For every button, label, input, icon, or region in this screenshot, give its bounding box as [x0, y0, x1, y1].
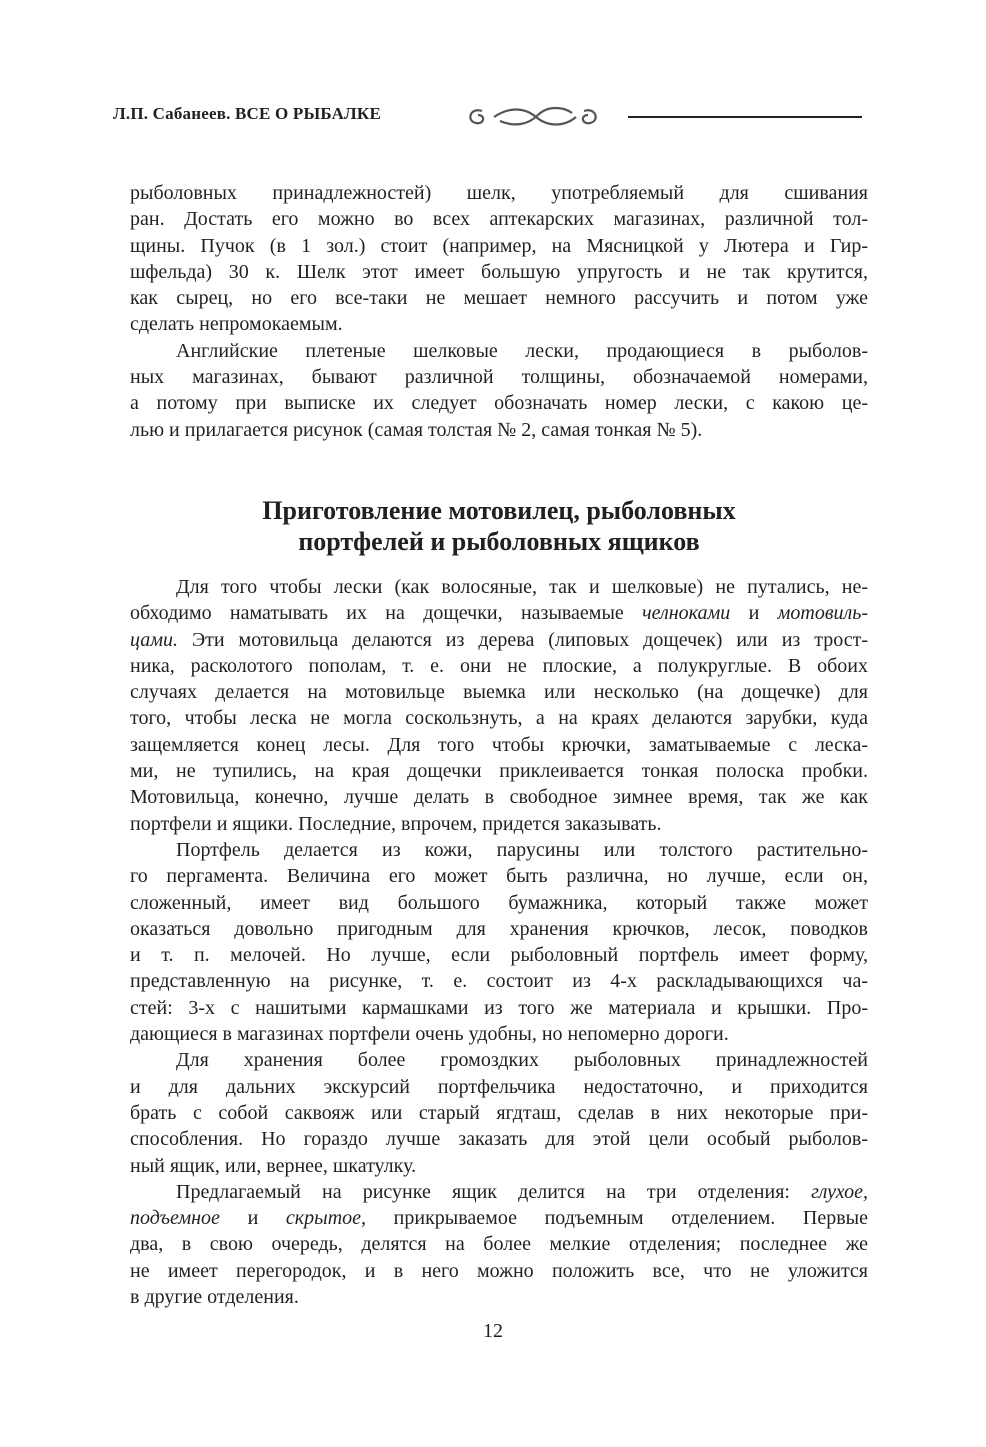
text-line	[130, 1231, 868, 1257]
text-run: ных магазинах, бывают различной толщины, обозначаемой номерами,	[130, 366, 868, 389]
text-run: случаях делается на мотовильце выемка или несколько (на дощечке) для	[130, 681, 868, 704]
text-line	[130, 233, 868, 259]
flourish-ornament-icon	[464, 103, 602, 131]
paragraph	[130, 574, 868, 837]
section-heading-line: портфелей и рыболовных ящиков	[298, 527, 700, 556]
text-line	[130, 995, 868, 1021]
text-line	[130, 732, 868, 758]
italic-term: подъемное	[130, 1207, 220, 1230]
text-run: Портфель делается из кожи, парусины или толстого растительно-	[176, 838, 868, 861]
text-run: Для хранения более громоздких рыболовных принадлежностей	[176, 1049, 868, 1072]
paragraph	[130, 338, 868, 443]
text-line	[130, 705, 868, 731]
text-run: не имеет перегородок, и в него можно положить все, что не уложится	[130, 1259, 868, 1282]
text-run: а потому при выписке их следует обозначать номер лески, с какою це-	[130, 392, 868, 415]
text-run: обходимо наматывать их на дощечки, называемые	[130, 602, 643, 625]
text-line	[130, 1284, 868, 1310]
text-run: портфели и ящики. Последние, впрочем, придется заказывать.	[130, 812, 662, 835]
text-run: го пергамента. Величина его может быть различна, но лучше, если он,	[130, 865, 868, 888]
top-text	[130, 180, 868, 443]
text-line	[130, 338, 868, 364]
text-run: и	[730, 602, 778, 625]
text-line	[130, 259, 868, 285]
text-line	[130, 574, 868, 600]
text-line	[130, 417, 868, 443]
text-run: прикрываемое подъемным отделением. Первые	[366, 1207, 869, 1230]
text-run: того, чтобы леска не могла соскользнуть, а на краях делаются зарубки, куда	[130, 707, 868, 730]
text-line	[130, 968, 868, 994]
italic-term: челноками	[642, 602, 731, 625]
text-line	[130, 784, 868, 810]
text-line	[130, 285, 868, 311]
text-line	[130, 1179, 868, 1205]
italic-term: мотовиль-	[777, 602, 869, 625]
header-rule	[628, 116, 862, 118]
text-line	[130, 1126, 868, 1152]
section-heading	[130, 495, 868, 557]
header-book-title: ВСЕ О РЫБАЛКЕ	[235, 104, 381, 123]
text-line	[130, 758, 868, 784]
text-run: шфельда) 30 к. Шелк этот имеет большую упругость и не так крутится,	[130, 260, 868, 283]
text-run: Для того чтобы лески (как волосяные, так и шелковые) не путались, не-	[176, 576, 868, 598]
text-run: Английские плетеные шелковые лески, продающиеся в рыболов-	[176, 339, 868, 362]
text-run: ный ящик, или, вернее, шкатулку.	[130, 1154, 417, 1177]
text-run: сложенный, имеет вид большого бумажника, который также может	[130, 891, 868, 914]
text-run: два, в свою очередь, делятся на более мелкие отделения; последнее же	[130, 1233, 868, 1256]
text-run: защемляется конец лесы. Для того чтобы крючки, заматываемые с леска-	[130, 733, 868, 756]
text-line	[130, 180, 868, 206]
text-run: и	[219, 1207, 286, 1230]
text-line	[130, 653, 868, 679]
text-line	[130, 679, 868, 705]
text-line	[130, 1258, 868, 1284]
paragraph	[130, 180, 868, 338]
text-line	[130, 1047, 868, 1073]
text-run: Мотовильца, конечно, лучше делать в свободное зимнее время, так же как	[130, 786, 868, 809]
paragraph	[130, 1047, 868, 1178]
text-run: и для дальних экскурсий портфельчика недостаточно, и приходится	[130, 1075, 868, 1098]
section-text	[130, 574, 868, 1310]
text-run: способления. Но гораздо лучше заказать для этой цели особый рыболов-	[130, 1128, 868, 1151]
text-line	[130, 1205, 868, 1231]
header-author: Л.П. Сабанеев.	[113, 104, 231, 123]
text-run: представленную на рисунке, т. е. состоит из 4-х раскладывающихся ча-	[130, 970, 868, 993]
paragraph	[130, 1179, 868, 1310]
text-line	[130, 942, 868, 968]
text-line	[130, 627, 868, 653]
text-run: щины. Пучок (в 1 зол.) стоит (например, на Мясницкой у Лютера и Гир-	[130, 234, 868, 257]
text-line	[130, 811, 868, 837]
text-run: как сырец, но его все-таки не мешает немного рассучить и потом уже	[130, 287, 868, 310]
text-run: Эти мотовильца делаются из дерева (липовых дощечек) или из трост-	[178, 628, 868, 651]
text-line	[130, 863, 868, 889]
text-run: стей: 3-х с нашитыми кармашками из того же материала и крышки. Про-	[130, 996, 868, 1019]
section-heading-line: Приготовление мотовилец, рыболовных	[262, 496, 736, 525]
text-line	[130, 311, 868, 337]
header-title	[113, 104, 381, 124]
paragraph	[130, 837, 868, 1047]
text-line	[130, 600, 868, 626]
page-number: 12	[483, 1320, 503, 1342]
text-run: и т. п. мелочей. Но лучше, если рыболовный портфель имеет форму,	[130, 944, 868, 967]
italic-term: скрытое,	[285, 1207, 367, 1230]
text-run: сделать непромокаемым.	[130, 313, 343, 336]
text-line	[130, 837, 868, 863]
text-line	[130, 1153, 868, 1179]
italic-term: цами.	[130, 628, 179, 651]
text-line	[130, 364, 868, 390]
text-run: рыболовных принадлежностей) шелк, употребляемый для сшивания	[130, 182, 868, 204]
text-line	[130, 1074, 868, 1100]
text-line	[130, 390, 868, 416]
text-run: в другие отделения.	[130, 1286, 299, 1309]
text-line	[130, 1100, 868, 1126]
text-run: Предлагаемый на рисунке ящик делится на три отделения:	[176, 1180, 812, 1203]
text-run: ми, не тупились, на края дощечки приклеивается тонкая полоска пробки.	[130, 760, 868, 783]
text-line	[130, 206, 868, 232]
text-run: ника, расколотого пополам, т. е. они не плоские, а полукруглые. В обоих	[130, 654, 868, 677]
italic-term: глухое,	[811, 1180, 868, 1203]
text-line	[130, 1021, 868, 1047]
text-run: брать с собой саквояж или старый ягдташ, сделав в них некоторые при-	[130, 1101, 868, 1124]
text-run: дающиеся в магазинах портфели очень удобны, но непомерно дороги.	[130, 1023, 729, 1046]
text-line	[130, 916, 868, 942]
text-run: оказаться довольно пригодным для хранения крючков, лесок, поводков	[130, 917, 868, 940]
text-run: лью и прилагается рисунок (самая толстая № 2, самая тонкая № 5).	[130, 418, 703, 441]
text-line	[130, 890, 868, 916]
text-run: ран. Достать его можно во всех аптекарских магазинах, различной тол-	[130, 208, 868, 231]
